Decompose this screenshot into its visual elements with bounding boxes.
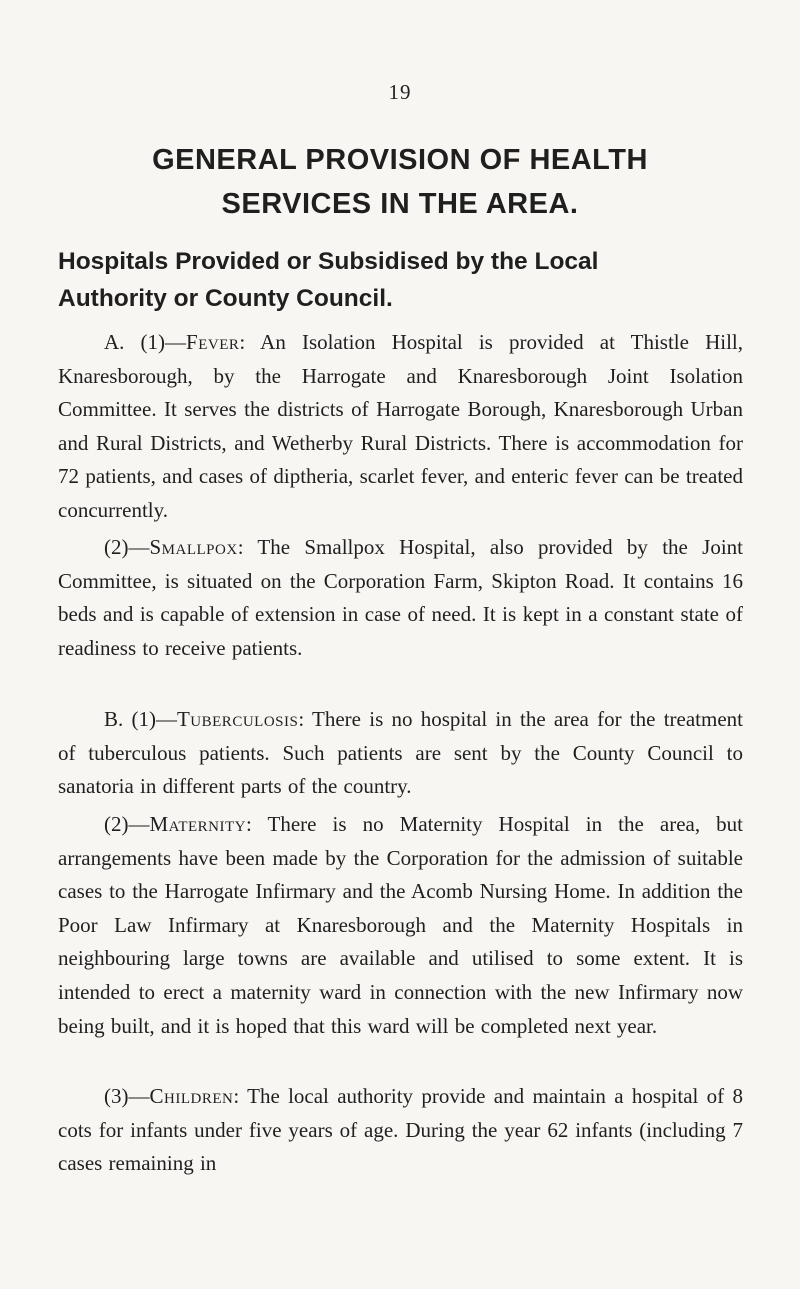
paragraph-marker: A. (1)—	[104, 330, 187, 354]
paragraph-title: Fever	[186, 330, 240, 354]
page-title-line-1: GENERAL PROVISION OF HEALTH	[152, 144, 648, 176]
section-heading-line-2: Authority or County Council.	[58, 285, 393, 312]
paragraph-text: : There is no Maternity Hospital in the area, but arrangements have been made by the Corporation for the admission of suitable cases to the Harrogate Infirmary and the Acomb Nursing Home. In addition the Poor Law Infirmary at Knaresborough and the Maternity Hospitals in neighbouring large towns are available and utilised to some extent. It is intended to erect a maternity ward in connection with the new Infirmary now being built, and it is hoped that this ward will be completed next year.	[58, 812, 743, 1038]
paragraph-children	[58, 1080, 743, 1181]
section-heading-line-1: Hospitals Provided or Subsidised by the Local	[58, 248, 599, 275]
paragraph-text: : An Isolation Hospital is provided at Thistle Hill, Knaresborough, by the Harrogate and Knaresborough Joint Isolation Committee. It serves the districts of Harrogate Borough, Knaresborough Urban and Rural Districts, and Wetherby Rural Districts. There is accommodation for 72 patients, and cases of diptheria, scarlet fever, and enteric fever can be treated concurrently.	[58, 330, 744, 522]
page-number: 19	[388, 80, 412, 104]
section-heading	[58, 243, 748, 317]
paragraph-marker: (2)—	[104, 535, 150, 559]
paragraph-marker: (3)—	[104, 1084, 150, 1108]
paragraph-fever	[58, 326, 743, 528]
paragraph-smallpox	[58, 531, 743, 665]
paragraph-title: Tuberculosis	[176, 707, 299, 731]
paragraph-text: : The local authority provide and maintain a hospital of 8 cots for infants under five years of age. During the year 62 infants (including 7 cases remaining in	[58, 1084, 743, 1176]
paragraph-title: Children	[149, 1084, 234, 1108]
page-title-line-2: SERVICES IN THE AREA.	[221, 188, 579, 220]
page-title	[60, 138, 740, 226]
paragraph-tuberculosis	[58, 703, 743, 804]
paragraph-title: Maternity	[149, 812, 246, 836]
paragraph-text: : The Smallpox Hospital, also provided by the Joint Committee, is situated on the Corporation Farm, Skipton Road. It contains 16 beds and is capable of extension in case of need. It is kept in a constant state of readiness to receive patients.	[58, 535, 743, 660]
paragraph-text: : There is no hospital in the area for the treatment of tuberculous patients. Such patients are sent by the County Council to sanatoria in different parts of the country.	[58, 707, 743, 799]
paragraph-maternity	[58, 808, 743, 1043]
paragraph-marker: B. (1)—	[104, 707, 177, 731]
paragraph-marker: (2)—	[104, 812, 150, 836]
paragraph-title: Smallpox	[149, 535, 238, 559]
